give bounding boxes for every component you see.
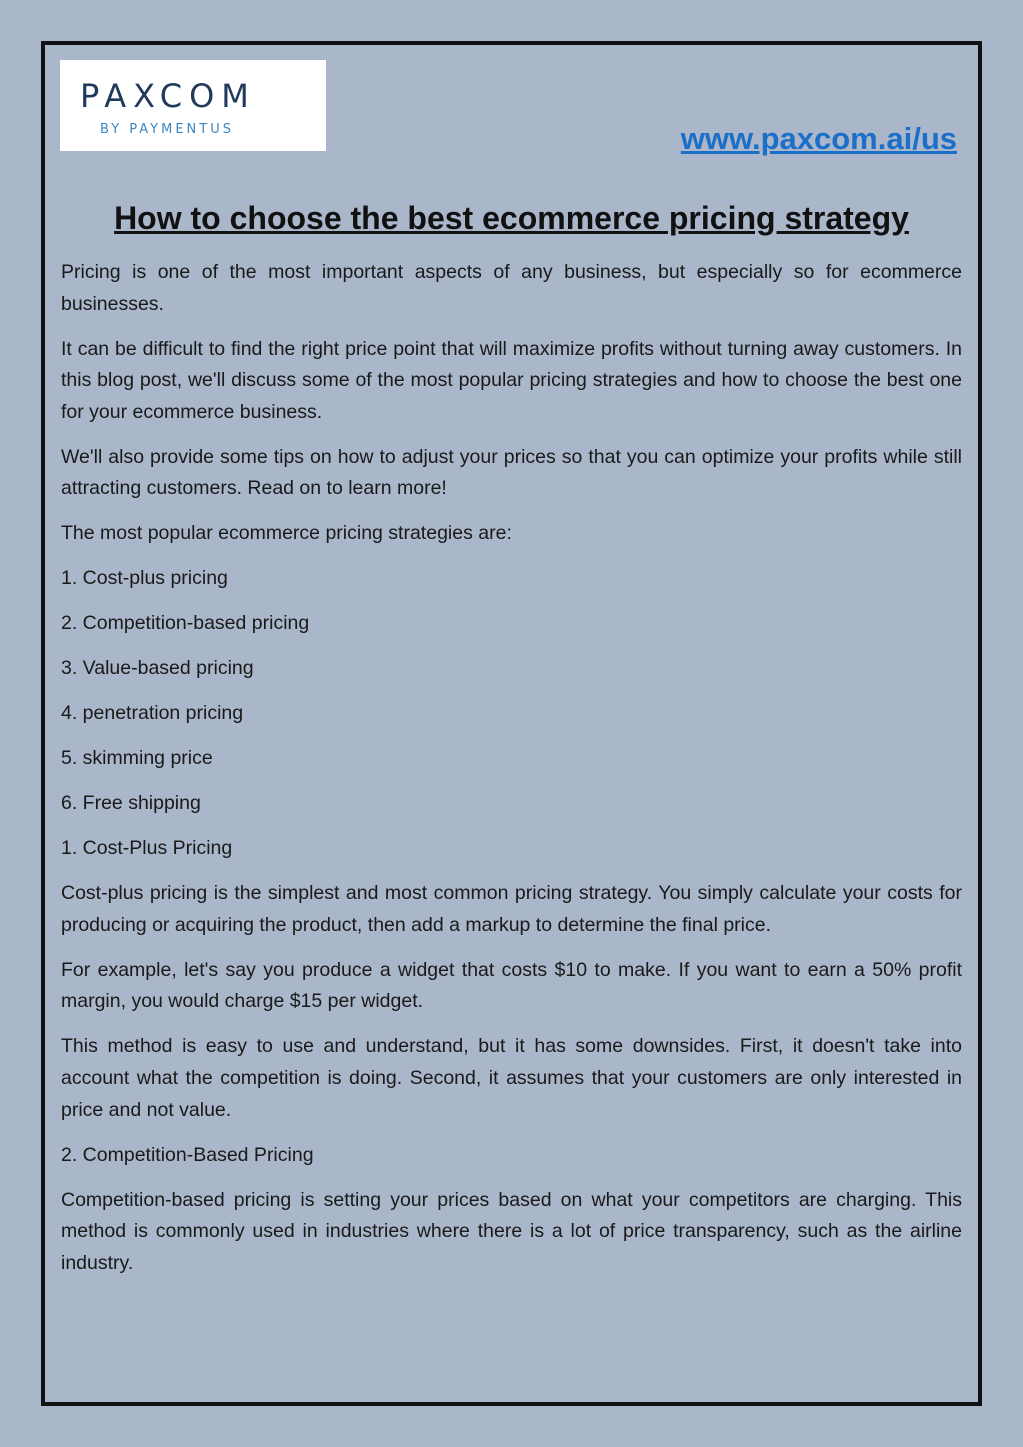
paxcom-logo: [60, 60, 326, 151]
list-item-competition-based: 2. Competition-based pricing: [61, 612, 310, 635]
paragraph-cost-plus-downsides: This method is easy to use and understand, but it has some downsides. First, it doesn't take into account what the competition is doing. Second, it assumes that your customers are only interested in price and not value.: [61, 1035, 962, 1121]
logo-wordmark: PAXCOM: [80, 77, 256, 115]
article-body: [61, 257, 962, 1293]
list-item-value-based: 3. Value-based pricing: [61, 657, 254, 680]
section-heading-cost-plus: 1. Cost-Plus Pricing: [61, 837, 233, 860]
paragraph-cost-plus-definition: Cost-plus pricing is the simplest and most common pricing strategy. You simply calculate your costs for producing or acquiring the product, then add a markup to determine the final price.: [61, 882, 962, 936]
list-item-skimming: 5. skimming price: [61, 747, 213, 770]
paragraph-strategies-intro: The most popular ecommerce pricing strategies are:: [61, 522, 512, 545]
paragraph-tips: We'll also provide some tips on how to adjust your prices so that you can optimize your profits while still attracting customers. Read on to learn more!: [61, 445, 962, 500]
page-title: How to choose the best ecommerce pricing strategy: [114, 200, 909, 236]
paragraph-difficulty: It can be difficult to find the right price point that will maximize profits without turning away customers. In this blog post, we'll discuss some of the most popular pricing strategies and how to choose the best one for your ecommerce business.: [61, 337, 962, 423]
list-item-free-shipping: 6. Free shipping: [61, 792, 201, 815]
paragraph-cost-plus-example: For example, let's say you produce a widget that costs $10 to make. If you want to earn a 50% profit margin, you would charge $15 per widget.: [61, 958, 962, 1013]
list-item-penetration: 4. penetration pricing: [61, 702, 244, 725]
paragraph-intro: Pricing is one of the most important aspects of any business, but especially so for ecommerce businesses.: [61, 261, 962, 315]
paragraph-competition-based-definition: Competition-based pricing is setting your prices based on what your competitors are charging. This method is commonly used in industries where there is a lot of price transparency, such as the airline industry.: [61, 1188, 962, 1274]
website-link[interactable]: www.paxcom.ai/us: [680, 121, 957, 156]
list-item-cost-plus: 1. Cost-plus pricing: [61, 567, 228, 590]
logo-tagline: BY PAYMENTUS: [100, 122, 234, 137]
section-heading-competition-based: 2. Competition-Based Pricing: [61, 1143, 314, 1166]
